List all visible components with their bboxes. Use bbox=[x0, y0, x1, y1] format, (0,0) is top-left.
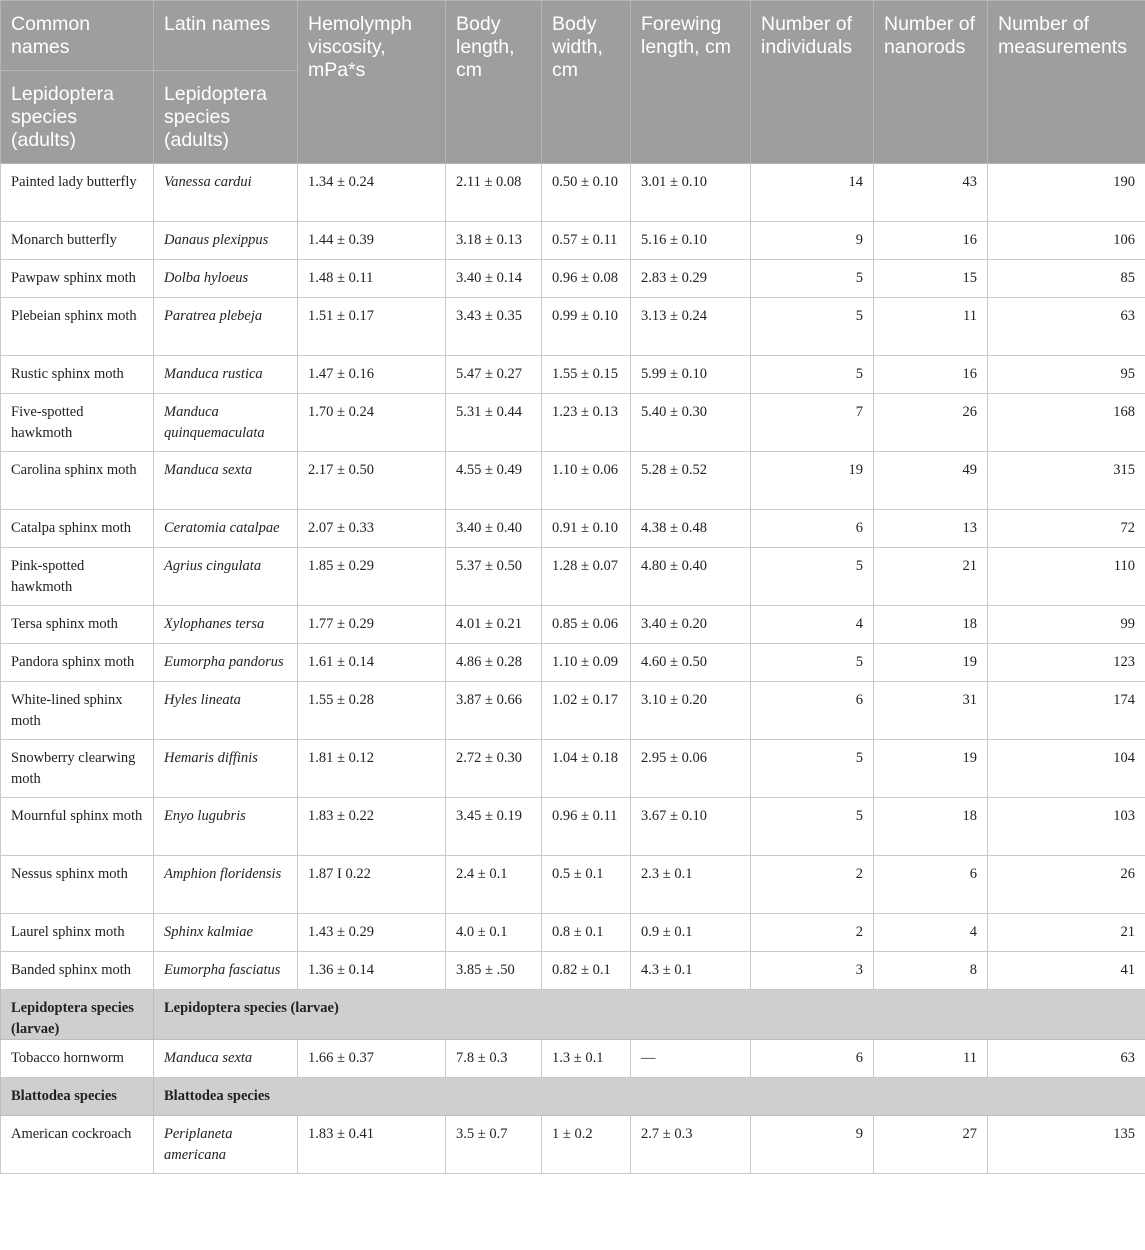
latin-name-cell: Manduca sexta bbox=[154, 1040, 298, 1078]
table-row bbox=[1, 952, 1145, 990]
header-latin-names: Latin names bbox=[154, 1, 298, 71]
individuals-cell: 7 bbox=[751, 394, 874, 452]
individuals-cell: 6 bbox=[751, 682, 874, 740]
measurements-cell: 315 bbox=[988, 452, 1145, 510]
measurements-cell: 21 bbox=[988, 914, 1145, 952]
nanorods-cell: 31 bbox=[874, 682, 988, 740]
forewing-length-cell: 4.60 ± 0.50 bbox=[631, 644, 751, 682]
body-length-cell: 2.72 ± 0.30 bbox=[446, 740, 542, 798]
body-width-cell: 0.8 ± 0.1 bbox=[542, 914, 631, 952]
table-row bbox=[1, 740, 1145, 798]
body-width-cell: 1.23 ± 0.13 bbox=[542, 394, 631, 452]
common-name-cell: Tobacco hornworm bbox=[1, 1040, 154, 1078]
body-width-cell: 1.55 ± 0.15 bbox=[542, 356, 631, 394]
nanorods-cell: 19 bbox=[874, 644, 988, 682]
individuals-cell: 6 bbox=[751, 1040, 874, 1078]
common-name-cell: Tersa sphinx moth bbox=[1, 606, 154, 644]
forewing-length-cell: 5.40 ± 0.30 bbox=[631, 394, 751, 452]
nanorods-cell: 4 bbox=[874, 914, 988, 952]
latin-name-cell: Hyles lineata bbox=[154, 682, 298, 740]
individuals-cell: 5 bbox=[751, 548, 874, 606]
body-length-cell: 4.0 ± 0.1 bbox=[446, 914, 542, 952]
viscosity-cell: 1.34 ± 0.24 bbox=[298, 164, 446, 222]
section-label: Lepidoptera species (larvae) bbox=[154, 990, 1145, 1040]
latin-name-cell: Vanessa cardui bbox=[154, 164, 298, 222]
common-name-cell: Banded sphinx moth bbox=[1, 952, 154, 990]
common-name-cell: Pawpaw sphinx moth bbox=[1, 260, 154, 298]
individuals-cell: 9 bbox=[751, 222, 874, 260]
common-name-cell: White-lined sphinx moth bbox=[1, 682, 154, 740]
body-width-cell: 1.02 ± 0.17 bbox=[542, 682, 631, 740]
table-row bbox=[1, 164, 1145, 222]
header-forewing-length: Forewing length, cm bbox=[631, 1, 751, 164]
viscosity-cell: 1.77 ± 0.29 bbox=[298, 606, 446, 644]
table-body bbox=[1, 164, 1145, 1174]
table-row bbox=[1, 260, 1145, 298]
common-name-cell: Painted lady butterfly bbox=[1, 164, 154, 222]
common-name-cell: American cockroach bbox=[1, 1116, 154, 1174]
individuals-cell: 14 bbox=[751, 164, 874, 222]
measurements-cell: 123 bbox=[988, 644, 1145, 682]
body-width-cell: 0.96 ± 0.08 bbox=[542, 260, 631, 298]
measurements-cell: 135 bbox=[988, 1116, 1145, 1174]
nanorods-cell: 19 bbox=[874, 740, 988, 798]
forewing-length-cell: 2.83 ± 0.29 bbox=[631, 260, 751, 298]
body-width-cell: 1.3 ± 0.1 bbox=[542, 1040, 631, 1078]
body-width-cell: 0.57 ± 0.11 bbox=[542, 222, 631, 260]
forewing-length-cell: 2.7 ± 0.3 bbox=[631, 1116, 751, 1174]
table-row bbox=[1, 452, 1145, 510]
section-label: Lepidoptera species (larvae) bbox=[1, 990, 154, 1040]
section-label: Blattodea species bbox=[1, 1078, 154, 1116]
nanorods-cell: 18 bbox=[874, 798, 988, 856]
body-length-cell: 3.18 ± 0.13 bbox=[446, 222, 542, 260]
header-common-names: Common names bbox=[1, 1, 154, 71]
forewing-length-cell: 0.9 ± 0.1 bbox=[631, 914, 751, 952]
individuals-cell: 5 bbox=[751, 356, 874, 394]
viscosity-cell: 1.55 ± 0.28 bbox=[298, 682, 446, 740]
section-row bbox=[1, 990, 1145, 1040]
body-width-cell: 0.91 ± 0.10 bbox=[542, 510, 631, 548]
body-length-cell: 7.8 ± 0.3 bbox=[446, 1040, 542, 1078]
forewing-length-cell: 3.10 ± 0.20 bbox=[631, 682, 751, 740]
latin-name-cell: Amphion floridensis bbox=[154, 856, 298, 914]
latin-name-cell: Hemaris diffinis bbox=[154, 740, 298, 798]
header-body-length: Body length, cm bbox=[446, 1, 542, 164]
common-name-cell: Laurel sphinx moth bbox=[1, 914, 154, 952]
common-name-cell: Pandora sphinx moth bbox=[1, 644, 154, 682]
table-row bbox=[1, 682, 1145, 740]
forewing-length-cell: 5.28 ± 0.52 bbox=[631, 452, 751, 510]
measurements-cell: 110 bbox=[988, 548, 1145, 606]
common-name-cell: Nessus sphinx moth bbox=[1, 856, 154, 914]
latin-name-cell: Manduca quinquemaculata bbox=[154, 394, 298, 452]
body-length-cell: 5.47 ± 0.27 bbox=[446, 356, 542, 394]
viscosity-cell: 2.17 ± 0.50 bbox=[298, 452, 446, 510]
individuals-cell: 5 bbox=[751, 260, 874, 298]
common-name-cell: Five-spotted hawkmoth bbox=[1, 394, 154, 452]
header-individuals: Number of individuals bbox=[751, 1, 874, 164]
viscosity-cell: 2.07 ± 0.33 bbox=[298, 510, 446, 548]
forewing-length-cell: 3.40 ± 0.20 bbox=[631, 606, 751, 644]
nanorods-cell: 15 bbox=[874, 260, 988, 298]
table-row bbox=[1, 1040, 1145, 1078]
forewing-length-cell: 5.99 ± 0.10 bbox=[631, 356, 751, 394]
measurements-cell: 174 bbox=[988, 682, 1145, 740]
nanorods-cell: 11 bbox=[874, 1040, 988, 1078]
individuals-cell: 5 bbox=[751, 740, 874, 798]
nanorods-cell: 11 bbox=[874, 298, 988, 356]
forewing-length-cell: 4.38 ± 0.48 bbox=[631, 510, 751, 548]
table-row bbox=[1, 510, 1145, 548]
body-length-cell: 4.01 ± 0.21 bbox=[446, 606, 542, 644]
body-length-cell: 3.43 ± 0.35 bbox=[446, 298, 542, 356]
measurements-cell: 63 bbox=[988, 1040, 1145, 1078]
nanorods-cell: 18 bbox=[874, 606, 988, 644]
table-row bbox=[1, 606, 1145, 644]
individuals-cell: 9 bbox=[751, 1116, 874, 1174]
body-width-cell: 1.28 ± 0.07 bbox=[542, 548, 631, 606]
viscosity-cell: 1.85 ± 0.29 bbox=[298, 548, 446, 606]
body-length-cell: 3.40 ± 0.40 bbox=[446, 510, 542, 548]
common-name-cell: Pink-spotted hawkmoth bbox=[1, 548, 154, 606]
common-name-cell: Mournful sphinx moth bbox=[1, 798, 154, 856]
body-width-cell: 0.82 ± 0.1 bbox=[542, 952, 631, 990]
body-width-cell: 1.04 ± 0.18 bbox=[542, 740, 631, 798]
measurements-cell: 190 bbox=[988, 164, 1145, 222]
body-length-cell: 5.31 ± 0.44 bbox=[446, 394, 542, 452]
table-row bbox=[1, 856, 1145, 914]
nanorods-cell: 16 bbox=[874, 222, 988, 260]
body-width-cell: 0.96 ± 0.11 bbox=[542, 798, 631, 856]
measurements-cell: 63 bbox=[988, 298, 1145, 356]
measurements-cell: 99 bbox=[988, 606, 1145, 644]
viscosity-cell: 1.47 ± 0.16 bbox=[298, 356, 446, 394]
body-width-cell: 0.5 ± 0.1 bbox=[542, 856, 631, 914]
measurements-cell: 85 bbox=[988, 260, 1145, 298]
viscosity-cell: 1.83 ± 0.41 bbox=[298, 1116, 446, 1174]
forewing-length-cell: 2.3 ± 0.1 bbox=[631, 856, 751, 914]
latin-name-cell: Sphinx kalmiae bbox=[154, 914, 298, 952]
latin-name-cell: Manduca sexta bbox=[154, 452, 298, 510]
latin-name-cell: Manduca rustica bbox=[154, 356, 298, 394]
table-row bbox=[1, 394, 1145, 452]
viscosity-cell: 1.83 ± 0.22 bbox=[298, 798, 446, 856]
body-length-cell: 3.85 ± .50 bbox=[446, 952, 542, 990]
body-width-cell: 1 ± 0.2 bbox=[542, 1116, 631, 1174]
measurements-cell: 104 bbox=[988, 740, 1145, 798]
latin-name-cell: Enyo lugubris bbox=[154, 798, 298, 856]
individuals-cell: 2 bbox=[751, 914, 874, 952]
forewing-length-cell: 2.95 ± 0.06 bbox=[631, 740, 751, 798]
nanorods-cell: 8 bbox=[874, 952, 988, 990]
nanorods-cell: 49 bbox=[874, 452, 988, 510]
body-width-cell: 1.10 ± 0.06 bbox=[542, 452, 631, 510]
body-length-cell: 4.86 ± 0.28 bbox=[446, 644, 542, 682]
body-length-cell: 5.37 ± 0.50 bbox=[446, 548, 542, 606]
individuals-cell: 4 bbox=[751, 606, 874, 644]
header-viscosity: Hemolymph viscosity, mPa*s bbox=[298, 1, 446, 164]
viscosity-cell: 1.70 ± 0.24 bbox=[298, 394, 446, 452]
latin-name-cell: Xylophanes tersa bbox=[154, 606, 298, 644]
common-name-cell: Snowberry clearwing moth bbox=[1, 740, 154, 798]
forewing-length-cell: 3.01 ± 0.10 bbox=[631, 164, 751, 222]
latin-name-cell: Eumorpha pandorus bbox=[154, 644, 298, 682]
viscosity-cell: 1.44 ± 0.39 bbox=[298, 222, 446, 260]
nanorods-cell: 43 bbox=[874, 164, 988, 222]
table-row bbox=[1, 356, 1145, 394]
body-width-cell: 0.85 ± 0.06 bbox=[542, 606, 631, 644]
table-row bbox=[1, 644, 1145, 682]
individuals-cell: 2 bbox=[751, 856, 874, 914]
individuals-cell: 5 bbox=[751, 644, 874, 682]
latin-name-cell: Ceratomia catalpae bbox=[154, 510, 298, 548]
individuals-cell: 5 bbox=[751, 798, 874, 856]
header-body-width: Body width, cm bbox=[542, 1, 631, 164]
latin-name-cell: Danaus plexippus bbox=[154, 222, 298, 260]
measurements-cell: 26 bbox=[988, 856, 1145, 914]
forewing-length-cell: 4.3 ± 0.1 bbox=[631, 952, 751, 990]
body-width-cell: 0.50 ± 0.10 bbox=[542, 164, 631, 222]
nanorods-cell: 6 bbox=[874, 856, 988, 914]
table-row bbox=[1, 222, 1145, 260]
table-row bbox=[1, 1116, 1145, 1174]
latin-name-cell: Periplaneta americana bbox=[154, 1116, 298, 1174]
viscosity-cell: 1.61 ± 0.14 bbox=[298, 644, 446, 682]
measurements-cell: 168 bbox=[988, 394, 1145, 452]
individuals-cell: 3 bbox=[751, 952, 874, 990]
table-row bbox=[1, 914, 1145, 952]
measurements-cell: 72 bbox=[988, 510, 1145, 548]
forewing-length-cell: 4.80 ± 0.40 bbox=[631, 548, 751, 606]
table-row bbox=[1, 798, 1145, 856]
common-name-cell: Carolina sphinx moth bbox=[1, 452, 154, 510]
common-name-cell: Monarch butterfly bbox=[1, 222, 154, 260]
viscosity-cell: 1.81 ± 0.12 bbox=[298, 740, 446, 798]
body-length-cell: 3.87 ± 0.66 bbox=[446, 682, 542, 740]
forewing-length-cell: 3.67 ± 0.10 bbox=[631, 798, 751, 856]
header-measurements: Number of measurements bbox=[988, 1, 1145, 164]
measurements-cell: 106 bbox=[988, 222, 1145, 260]
latin-name-cell: Eumorpha fasciatus bbox=[154, 952, 298, 990]
body-length-cell: 3.40 ± 0.14 bbox=[446, 260, 542, 298]
common-name-cell: Catalpa sphinx moth bbox=[1, 510, 154, 548]
table-header bbox=[1, 1, 1145, 164]
individuals-cell: 5 bbox=[751, 298, 874, 356]
common-name-cell: Plebeian sphinx moth bbox=[1, 298, 154, 356]
section-label: Blattodea species bbox=[154, 1078, 1145, 1116]
forewing-length-cell: — bbox=[631, 1040, 751, 1078]
header-latin-subgroup: Lepidoptera species (adults) bbox=[154, 71, 298, 164]
forewing-length-cell: 5.16 ± 0.10 bbox=[631, 222, 751, 260]
nanorods-cell: 21 bbox=[874, 548, 988, 606]
section-row bbox=[1, 1078, 1145, 1116]
body-width-cell: 1.10 ± 0.09 bbox=[542, 644, 631, 682]
body-length-cell: 4.55 ± 0.49 bbox=[446, 452, 542, 510]
individuals-cell: 19 bbox=[751, 452, 874, 510]
nanorods-cell: 27 bbox=[874, 1116, 988, 1174]
latin-name-cell: Paratrea plebeja bbox=[154, 298, 298, 356]
measurements-cell: 103 bbox=[988, 798, 1145, 856]
individuals-cell: 6 bbox=[751, 510, 874, 548]
viscosity-cell: 1.51 ± 0.17 bbox=[298, 298, 446, 356]
viscosity-cell: 1.36 ± 0.14 bbox=[298, 952, 446, 990]
body-width-cell: 0.99 ± 0.10 bbox=[542, 298, 631, 356]
latin-name-cell: Agrius cingulata bbox=[154, 548, 298, 606]
table-row bbox=[1, 298, 1145, 356]
body-length-cell: 2.4 ± 0.1 bbox=[446, 856, 542, 914]
viscosity-cell: 1.87 I 0.22 bbox=[298, 856, 446, 914]
common-name-cell: Rustic sphinx moth bbox=[1, 356, 154, 394]
table-row bbox=[1, 548, 1145, 606]
header-common-subgroup: Lepidoptera species (adults) bbox=[1, 71, 154, 164]
viscosity-cell: 1.43 ± 0.29 bbox=[298, 914, 446, 952]
body-length-cell: 2.11 ± 0.08 bbox=[446, 164, 542, 222]
nanorods-cell: 26 bbox=[874, 394, 988, 452]
nanorods-cell: 13 bbox=[874, 510, 988, 548]
measurements-cell: 95 bbox=[988, 356, 1145, 394]
nanorods-cell: 16 bbox=[874, 356, 988, 394]
header-nanorods: Number of nanorods bbox=[874, 1, 988, 164]
body-length-cell: 3.5 ± 0.7 bbox=[446, 1116, 542, 1174]
body-length-cell: 3.45 ± 0.19 bbox=[446, 798, 542, 856]
latin-name-cell: Dolba hyloeus bbox=[154, 260, 298, 298]
viscosity-cell: 1.66 ± 0.37 bbox=[298, 1040, 446, 1078]
viscosity-cell: 1.48 ± 0.11 bbox=[298, 260, 446, 298]
forewing-length-cell: 3.13 ± 0.24 bbox=[631, 298, 751, 356]
measurements-cell: 41 bbox=[988, 952, 1145, 990]
